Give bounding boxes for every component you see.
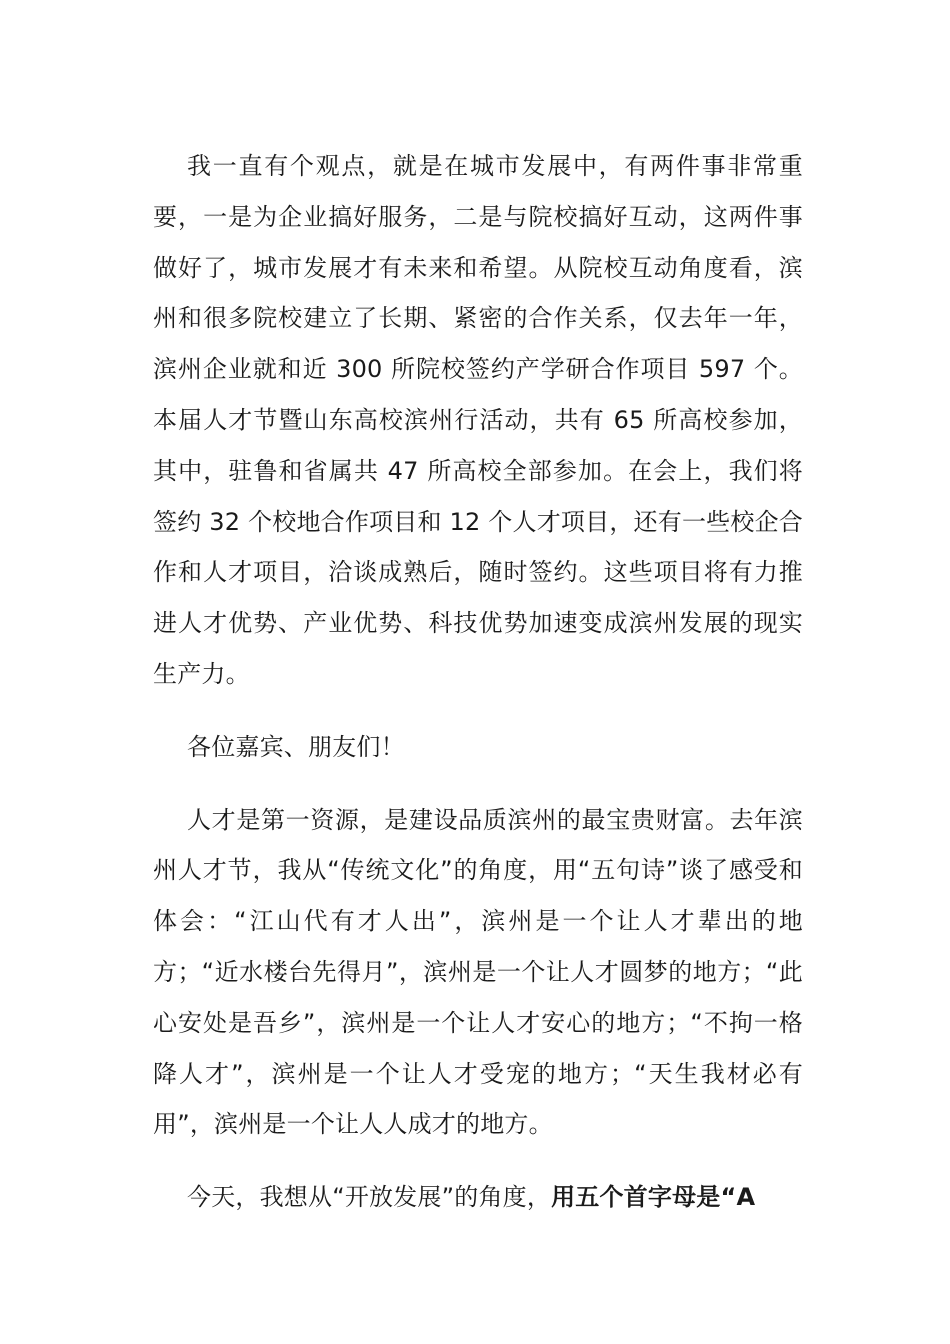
paragraph-open-development-text: 今天，我想从“开放发展”的角度， bbox=[187, 1183, 552, 1212]
document-page bbox=[153, 141, 803, 1223]
paragraph-talent-cooperation: 我一直有个观点，就是在城市发展中，有两件事非常重要，一是为企业搞好服务，二是与院校搞好互动，这两件事做好了，城市发展才有未来和希望。从院校互动角度看，滨州和很多院校建立了长期、紧密的合作关系，仅去年一年，滨州企业就和近 300 所院校签约产学研合作项目 597 个。本届人才节暨山东高校滨州行活动，共有 65 所高校参加，其中，驻鲁和省属共 47 所高校全部参加。在会上，我们将签约 32 个校地合作项目和 12 个人才项目，还有一些校企合作和人才项目，洽谈成熟后，随时签约。这些项目将有力推进人才优势、产业优势、科技优势加速变成滨州发展的现实生产力。 bbox=[153, 152, 803, 688]
paragraph-five-poems: 人才是第一资源，是建设品质滨州的最宝贵财富。去年滨州人才节，我从“传统文化”的角度，用“五句诗”谈了感受和体会：“江山代有才人出”，滨州是一个让人才辈出的地方；“近水楼台先得月”，滨州是一个让人才圆梦的地方；“此心安处是吾乡”，滨州是一个让人才安心的地方；“不拘一格降人才”，滨州是一个让人才受宠的地方；“天生我材必有用”，滨州是一个让人人成才的地方。 bbox=[153, 805, 803, 1139]
paragraph-greeting: 各位嘉宾、朋友们！ bbox=[187, 732, 405, 761]
paragraph-open-development-bold: 用五个首字母是“A bbox=[551, 1183, 756, 1212]
paragraph-open-development bbox=[153, 1172, 803, 1223]
